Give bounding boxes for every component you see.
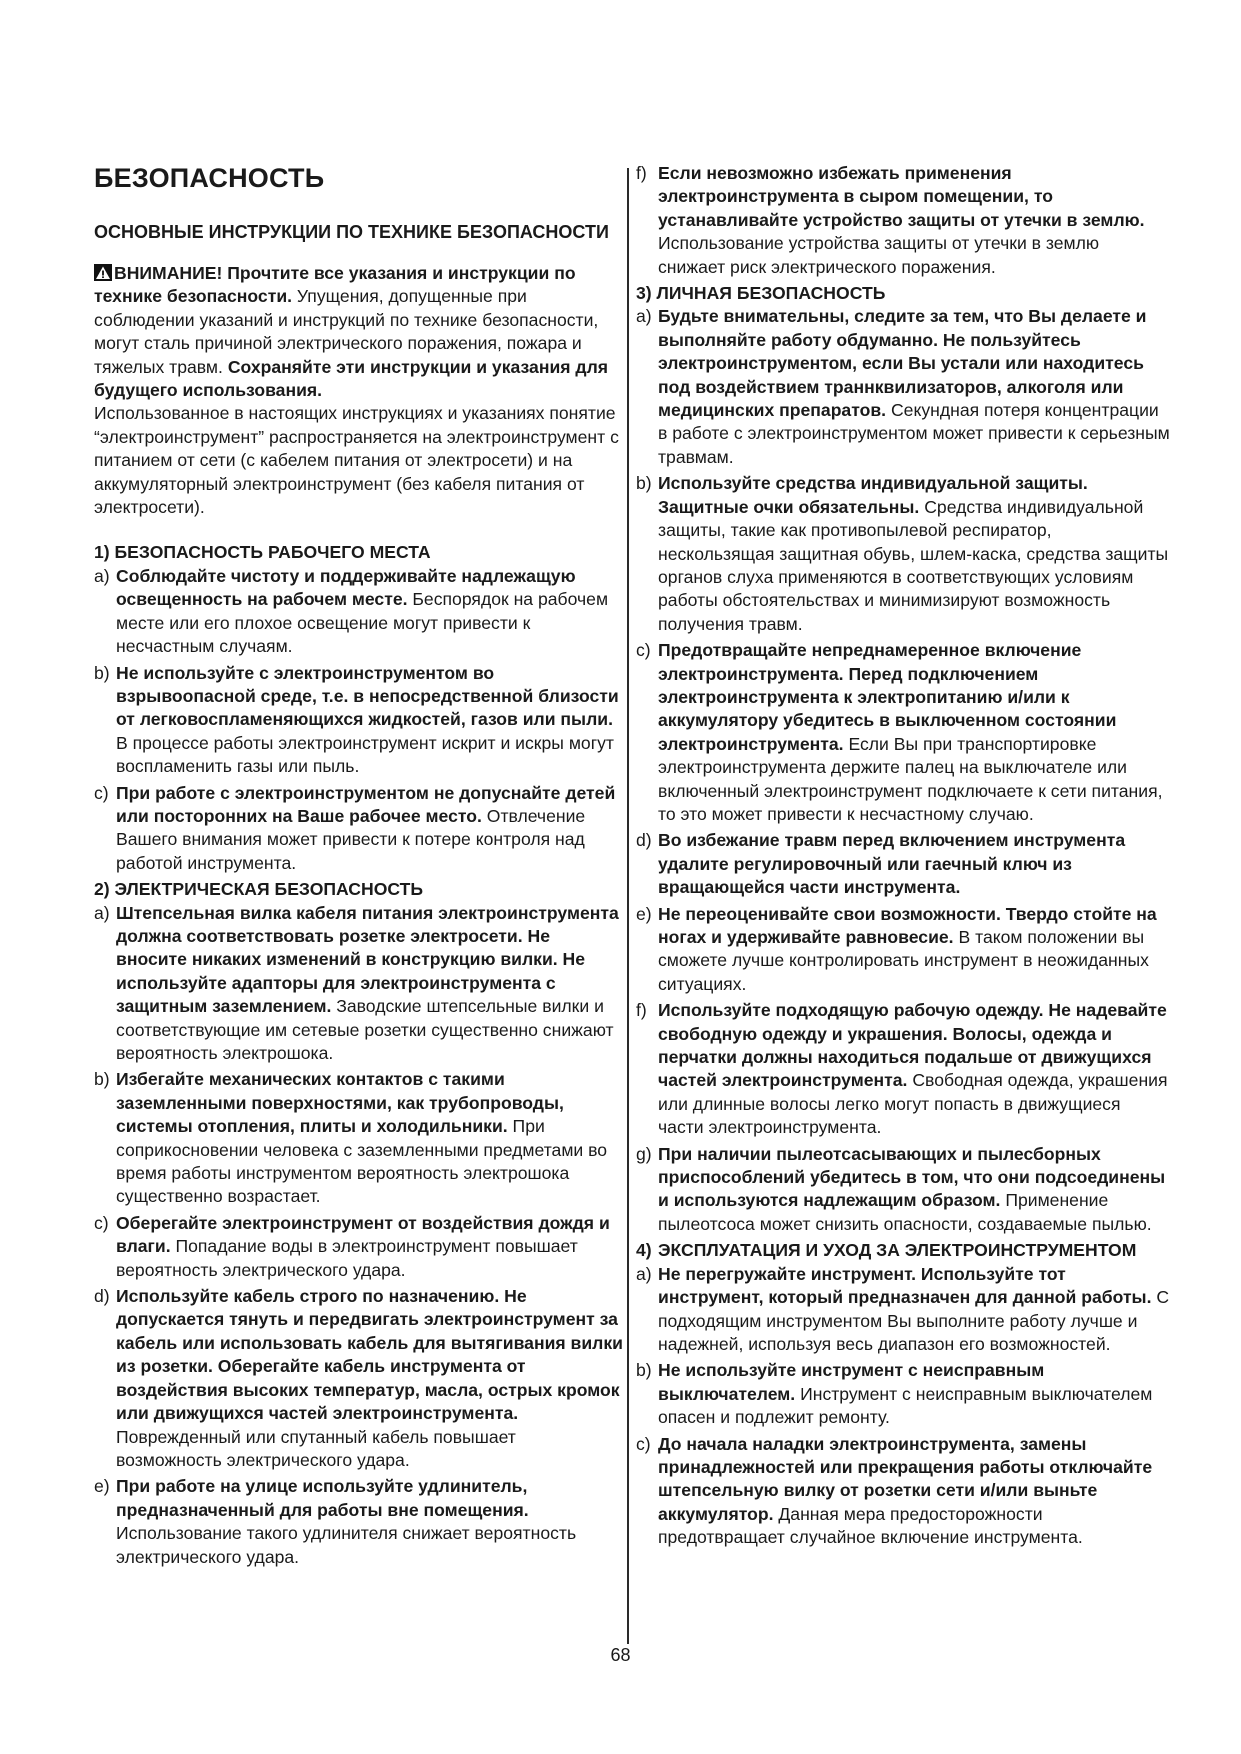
item-label: a): [94, 902, 110, 923]
section-4-list: [636, 1263, 1170, 1550]
item-label: c): [636, 640, 651, 661]
list-item: [94, 902, 624, 1066]
item-label: f): [636, 1000, 647, 1021]
list-item: [94, 1212, 624, 1282]
keep-instructions-bold: Сохраняйте эти инструкции и указания для будущего использования.: [94, 356, 609, 401]
item-text: Свободная одежда, украшения или длинные волосы легко могут попасть в движущиеся части электроинструмента.: [658, 1070, 1168, 1138]
section-4-number: 4): [636, 1240, 652, 1261]
list-item: [94, 1475, 624, 1569]
item-text: Инструмент с неисправным выключателем опасен и подлежит ремонту.: [658, 1383, 1153, 1428]
warning-paragraph: [94, 262, 624, 519]
section-subtitle: ОСНОВНЫЕ ИНСТРУКЦИИ ПО ТЕХНИКЕ БЕЗОПАСНОСТИ: [94, 222, 609, 242]
section-3-list: [636, 305, 1170, 1236]
section-4-title: [636, 1239, 1170, 1262]
warning-text: Упущения, допущенные при соблюдении указаний и инструкций по технике безопасности, могут сталь причиной электрического поражения, пожара и тяжелых травм.: [94, 286, 599, 377]
list-item: [636, 472, 1170, 636]
list-item: [636, 305, 1170, 469]
item-bold-text: Избегайте механических контактов с такими заземленными поверхностями, как трубопроводы, системы отопления, плиты и холодильники.: [116, 1069, 564, 1137]
item-bold-text: Оберегайте электроинструмент от воздействия дождя и влаги.: [116, 1212, 610, 1257]
item-label: f): [636, 163, 647, 183]
item-text: Попадание воды в электроинструмент повышает вероятность электрического удара.: [116, 1236, 578, 1280]
item-text: В процессе работы электроинструмент искрит и искры могут воспламенить газы или пыль.: [116, 732, 614, 777]
item-bold-text: Не переоценивайте свои возможности. Твердо стойте на ногах и удерживайте равновесие.: [658, 903, 1157, 947]
item-text: Секундная потеря концентрации в работе с электроинструментом может привести к серьезным травмам.: [658, 400, 1170, 467]
page-number: 68: [610, 1645, 631, 1665]
section-4-title-text: ЭКСПЛУАТАЦИЯ И УХОД ЗА ЭЛЕКТРОИНСТРУМЕНТОМ: [658, 1240, 1137, 1261]
item-label: b): [94, 1069, 110, 1090]
list-item: [636, 162, 1170, 279]
item-bold-text: Не используйте с электроинструментом во взрывоопасной среде, т.е. в непосредственной близости от легковоспламеняющихся жидкостей, газов или пыли.: [116, 662, 619, 730]
item-label: b): [636, 1360, 652, 1381]
item-bold-text: Если невозможно избежать применения электроинструмента в сыром помещении, то устанавливайте устройство защиты от утечки в землю.: [658, 163, 1145, 230]
item-text: Отвлечение Вашего внимания может привести к потере контроля над работой инструмента.: [116, 805, 586, 873]
list-item: [94, 1068, 624, 1208]
section-3-title: 3) ЛИЧНАЯ БЕЗОПАСНОСТЬ: [636, 283, 886, 304]
item-label: d): [636, 830, 652, 851]
item-text: Использование такого удлинителя снижает вероятность электрического удара.: [116, 1523, 577, 1567]
item-bold-text: Предотвращайте непреднамеренное включение электроинструмента. Перед подключением электроинструмента к электропитанию и/или к аккумулятору убедитесь в выключенном состоянии электроинструмента.: [658, 640, 1117, 754]
item-text: Поврежденный или спутанный кабель повышает возможность электрического удара.: [116, 1426, 516, 1470]
item-label: a): [94, 565, 110, 586]
item-text: С подходящим инструментом Вы выполните работу лучше и надежней, используя весь диапазон его возможностей.: [658, 1287, 1170, 1354]
item-bold-text: Используйте подходящую рабочую одежду. Не надевайте свободную одежду и украшения. Волосы, одежда и перчатки должны находиться подальше от движущихся частей электроинструмента.: [658, 1000, 1167, 1091]
item-bold-text: Не перегружайте инструмент. Используйте тот инструмент, который предназначен для данной работы.: [658, 1263, 1152, 1308]
section-2-list: [94, 902, 624, 1569]
item-bold-text: При работе на улице используйте удлинитель, предназначенный для работы вне помещения.: [116, 1476, 529, 1520]
item-bold-text: Используйте средства индивидуальной защиты. Защитные очки обязательны.: [658, 473, 1088, 517]
section-1-title: 1) БЕЗОПАСНОСТЬ РАБОЧЕГО МЕСТА: [94, 542, 431, 563]
item-text: Применение пылеотсоса может снизить опасности, создаваемые пылью.: [658, 1190, 1152, 1234]
item-bold-text: Будьте внимательны, следите за тем, что Вы делаете и выполняйте работу обдуманно. Не пользуйтесь электроинструментом, если Вы устали или находитесь под воздействием траннквилизаторов, алкоголя или медицинских препаратов.: [658, 306, 1147, 421]
item-bold-text: Во избежание травм перед включением инструмента удалите регулировочный или гаечный ключ из вращающейся части инструмента.: [658, 830, 1126, 898]
item-bold-text: При наличии пылеотсасывающих и пылесборных приспособлений убедитесь в том, что они подсоединены и используются надлежащим образом.: [658, 1143, 1166, 1211]
item-text: Беспорядок на рабочем месте или его плохое освещение могут привести к несчастным случаям.: [116, 589, 609, 657]
column-divider: [627, 168, 629, 1644]
list-item: [94, 1285, 624, 1472]
item-text: Если Вы при транспортировке электроинструмента держите палец на выключателе или включенный электроинструмент подключаете к сети питания, то это может привести к несчастному случаю.: [658, 733, 1163, 824]
item-label: e): [636, 903, 652, 924]
item-text: В таком положении вы сможете лучше контролировать инструмент в неожиданных ситуациях.: [658, 927, 1149, 994]
item-text: Заводские штепсельные вилки и соответствующие им сетевые розетки существенно снижают вероятность электрошока.: [116, 996, 614, 1063]
list-item: [94, 662, 624, 779]
item-label: d): [94, 1286, 110, 1307]
item-label: c): [94, 782, 109, 803]
item-bold-text: До начала наладки электроинструмента, замены принадлежностей или прекращения работы отключайте штепсельную вилку от розетки сети и/или выньте аккумулятор.: [658, 1433, 1153, 1524]
item-bold-text: Соблюдайте чистоту и поддерживайте надлежащую освещенность на рабочем месте.: [116, 565, 576, 610]
item-label: b): [636, 473, 652, 494]
warning-bold-text: ВНИМАНИЕ! Прочтите все указания и инструкции по технике безопасности.: [94, 263, 576, 307]
definition-text: Использованное в настоящих инструкциях и указаниях понятие “электроинструмент” распространяется на электроинструмент с питанием от сети (с кабелем питания от электросети) и на аккумуляторный электроинструмент (без кабеля питания от электросети).: [94, 403, 619, 518]
item-label: a): [636, 1263, 652, 1284]
list-item: [636, 999, 1170, 1139]
item-bold-text: При работе с электроинструментом не допуснайте детей или посторонних на Ваше рабочее место.: [116, 782, 616, 826]
list-item: [94, 565, 624, 659]
item-text: Использование устройства защиты от утечки в землю снижает риск электрического поражения.: [658, 233, 1100, 277]
item-text: Данная мера предосторожности предотвращает случайное включение инструмента.: [658, 1503, 1083, 1548]
item-label: g): [636, 1143, 652, 1164]
list-item: [636, 829, 1170, 899]
list-item: [636, 1143, 1170, 1237]
item-label: b): [94, 662, 110, 683]
list-item: [636, 639, 1170, 826]
list-item: [94, 782, 624, 876]
item-bold-text: Не используйте инструмент с неисправным выключателем.: [658, 1360, 1045, 1404]
item-bold-text: Штепсельная вилка кабеля питания электроинструмента должна соответствовать розетке электросети. Не вносите никаких изменений в конструкцию вилки. Не используйте адапторы для электроинструмента с защитным заземлением.: [116, 902, 619, 1017]
item-label: c): [94, 1212, 109, 1233]
right-column: [636, 162, 1170, 1553]
left-column: [94, 162, 624, 1572]
list-item: [636, 1359, 1170, 1429]
list-item: [636, 1433, 1170, 1550]
item-label: a): [636, 306, 652, 327]
item-label: e): [94, 1476, 110, 1497]
warning-triangle-icon: [94, 264, 112, 281]
item-text: При соприкосновении человека с заземленными предметами во время работы инструментом вероятность электрошока существенно возрастает.: [116, 1116, 608, 1207]
section-2-title: 2) ЭЛЕКТРИЧЕСКАЯ БЕЗОПАСНОСТЬ: [94, 879, 424, 900]
list-item: [636, 1263, 1170, 1357]
page-title: БЕЗОПАСНОСТЬ: [94, 163, 325, 193]
item-label: c): [636, 1433, 651, 1454]
item-text: Средства индивидуальной защиты, такие как противопылевой респиратор, нескользящая защитная обувь, шлем-каска, средства защиты органов слуха применяются в соответствующих условиям работы обстоятельствах и минимизируют возможность получения травм.: [658, 496, 1169, 634]
section-1-list: [94, 565, 624, 875]
item-bold-text: Используйте кабель строго по назначению. Не допускается тянуть и передвигать электроинструмент за кабель или использовать кабель для вытягивания вилки из розетки. Оберегайте кабель инструмента от воздействия высоких температур, масла, острых кромок или движущихся частей электроинструмента.: [116, 1286, 623, 1424]
list-item: [636, 903, 1170, 997]
